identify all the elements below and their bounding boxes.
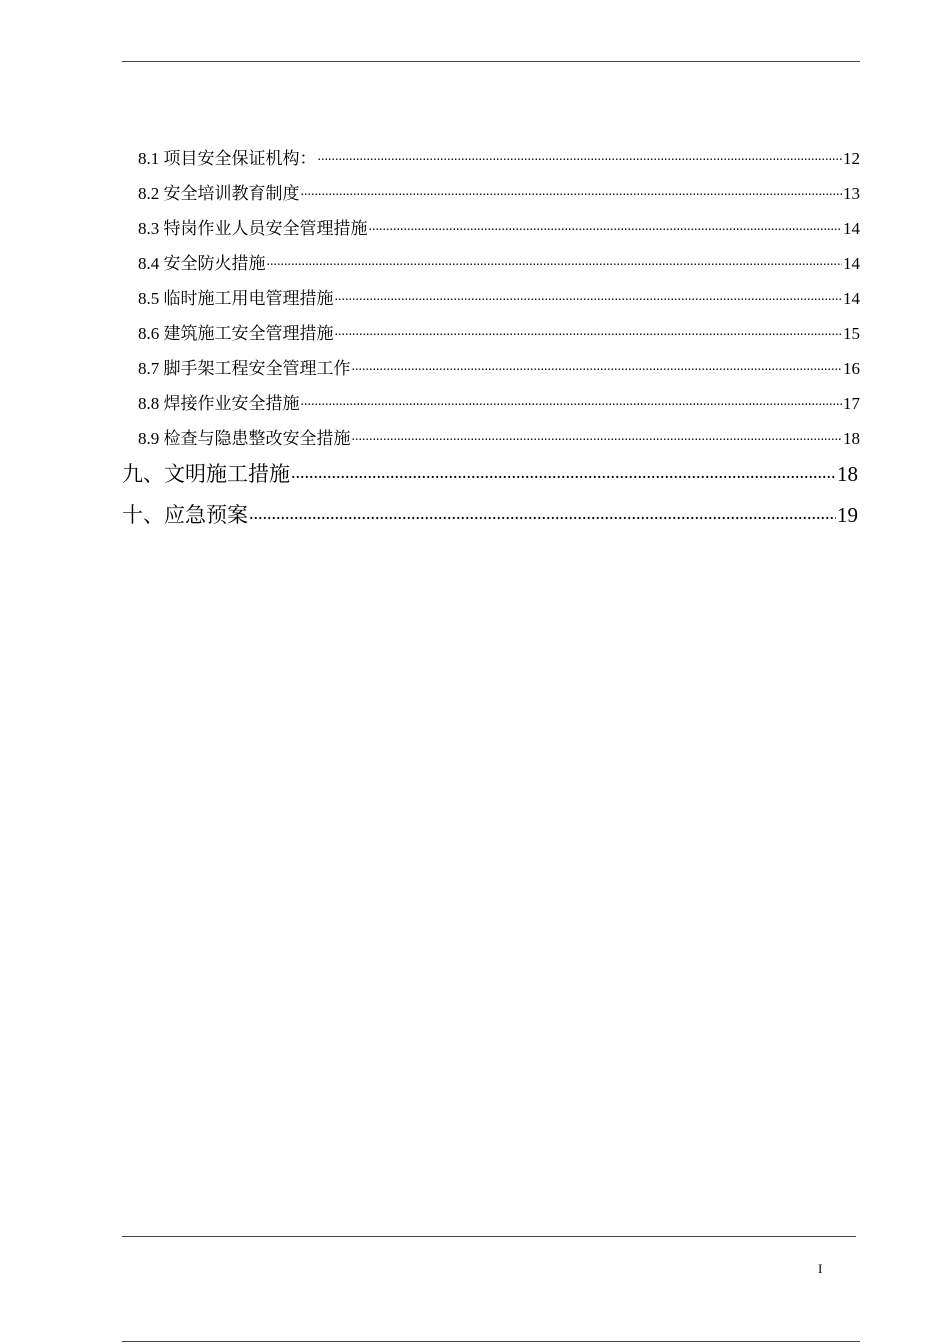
toc-dot-leader	[352, 427, 843, 444]
page-number: I	[818, 1261, 823, 1276]
toc-entry-page: 15	[843, 324, 860, 343]
toc-entry-title: 8.1 项目安全保证机构：	[138, 149, 317, 168]
toc-entry-title: 8.8 焊接作业安全措施	[138, 394, 300, 413]
toc-entry-title: 十、应急预案	[122, 503, 248, 527]
toc-dot-leader	[291, 460, 836, 481]
toc-dot-leader	[267, 252, 843, 269]
toc-entry-title: 8.5 临时施工用电管理措施	[138, 289, 334, 308]
toc-entry-page: 19	[837, 503, 858, 527]
toc-entry-page: 13	[843, 184, 860, 203]
toc-entry-title: 8.3 特岗作业人员安全管理措施	[138, 219, 368, 238]
header-rule	[122, 61, 860, 62]
toc-entry-title: 8.4 安全防火措施	[138, 254, 266, 273]
toc-entry-title: 8.7 脚手架工程安全管理工作	[138, 359, 351, 378]
toc-dot-leader	[301, 392, 843, 409]
toc-entry-chapter-10[interactable]	[122, 501, 858, 529]
toc-entry-title: 8.9 检查与隐患整改安全措施	[138, 429, 351, 448]
toc-entry-page: 14	[843, 289, 860, 308]
toc-entry-title: 九、文明施工措施	[122, 462, 290, 486]
toc-dot-leader	[369, 217, 843, 234]
toc-entry-8-8[interactable]	[138, 392, 860, 414]
toc-entry-8-6[interactable]	[138, 322, 860, 344]
page-bottom-rule	[122, 1341, 860, 1342]
toc-entry-8-3[interactable]	[138, 217, 860, 239]
toc-entry-page: 12	[843, 149, 860, 168]
toc-entry-8-7[interactable]	[138, 357, 860, 379]
toc-entry-page: 17	[843, 394, 860, 413]
toc-entry-title: 8.2 安全培训教育制度	[138, 184, 300, 203]
toc-dot-leader	[352, 357, 843, 374]
toc-entry-page: 14	[843, 254, 860, 273]
toc-entry-page: 14	[843, 219, 860, 238]
toc-entry-8-1[interactable]	[138, 147, 860, 169]
toc-entry-title: 8.6 建筑施工安全管理措施	[138, 324, 334, 343]
toc-entry-8-4[interactable]	[138, 252, 860, 274]
toc-entry-8-2[interactable]	[138, 182, 860, 204]
toc-entry-chapter-9[interactable]	[122, 460, 858, 488]
toc-dot-leader	[335, 322, 843, 339]
toc-entry-page: 18	[843, 429, 860, 448]
toc-entry-page: 18	[837, 462, 858, 486]
toc-dot-leader	[249, 501, 836, 522]
toc-entry-page: 16	[843, 359, 860, 378]
toc-dot-leader	[301, 182, 843, 199]
toc-dot-leader	[318, 147, 843, 164]
footer-rule	[122, 1236, 856, 1237]
toc-entry-8-5[interactable]	[138, 287, 860, 309]
toc-entry-8-9[interactable]	[138, 427, 860, 449]
toc-dot-leader	[335, 287, 843, 304]
